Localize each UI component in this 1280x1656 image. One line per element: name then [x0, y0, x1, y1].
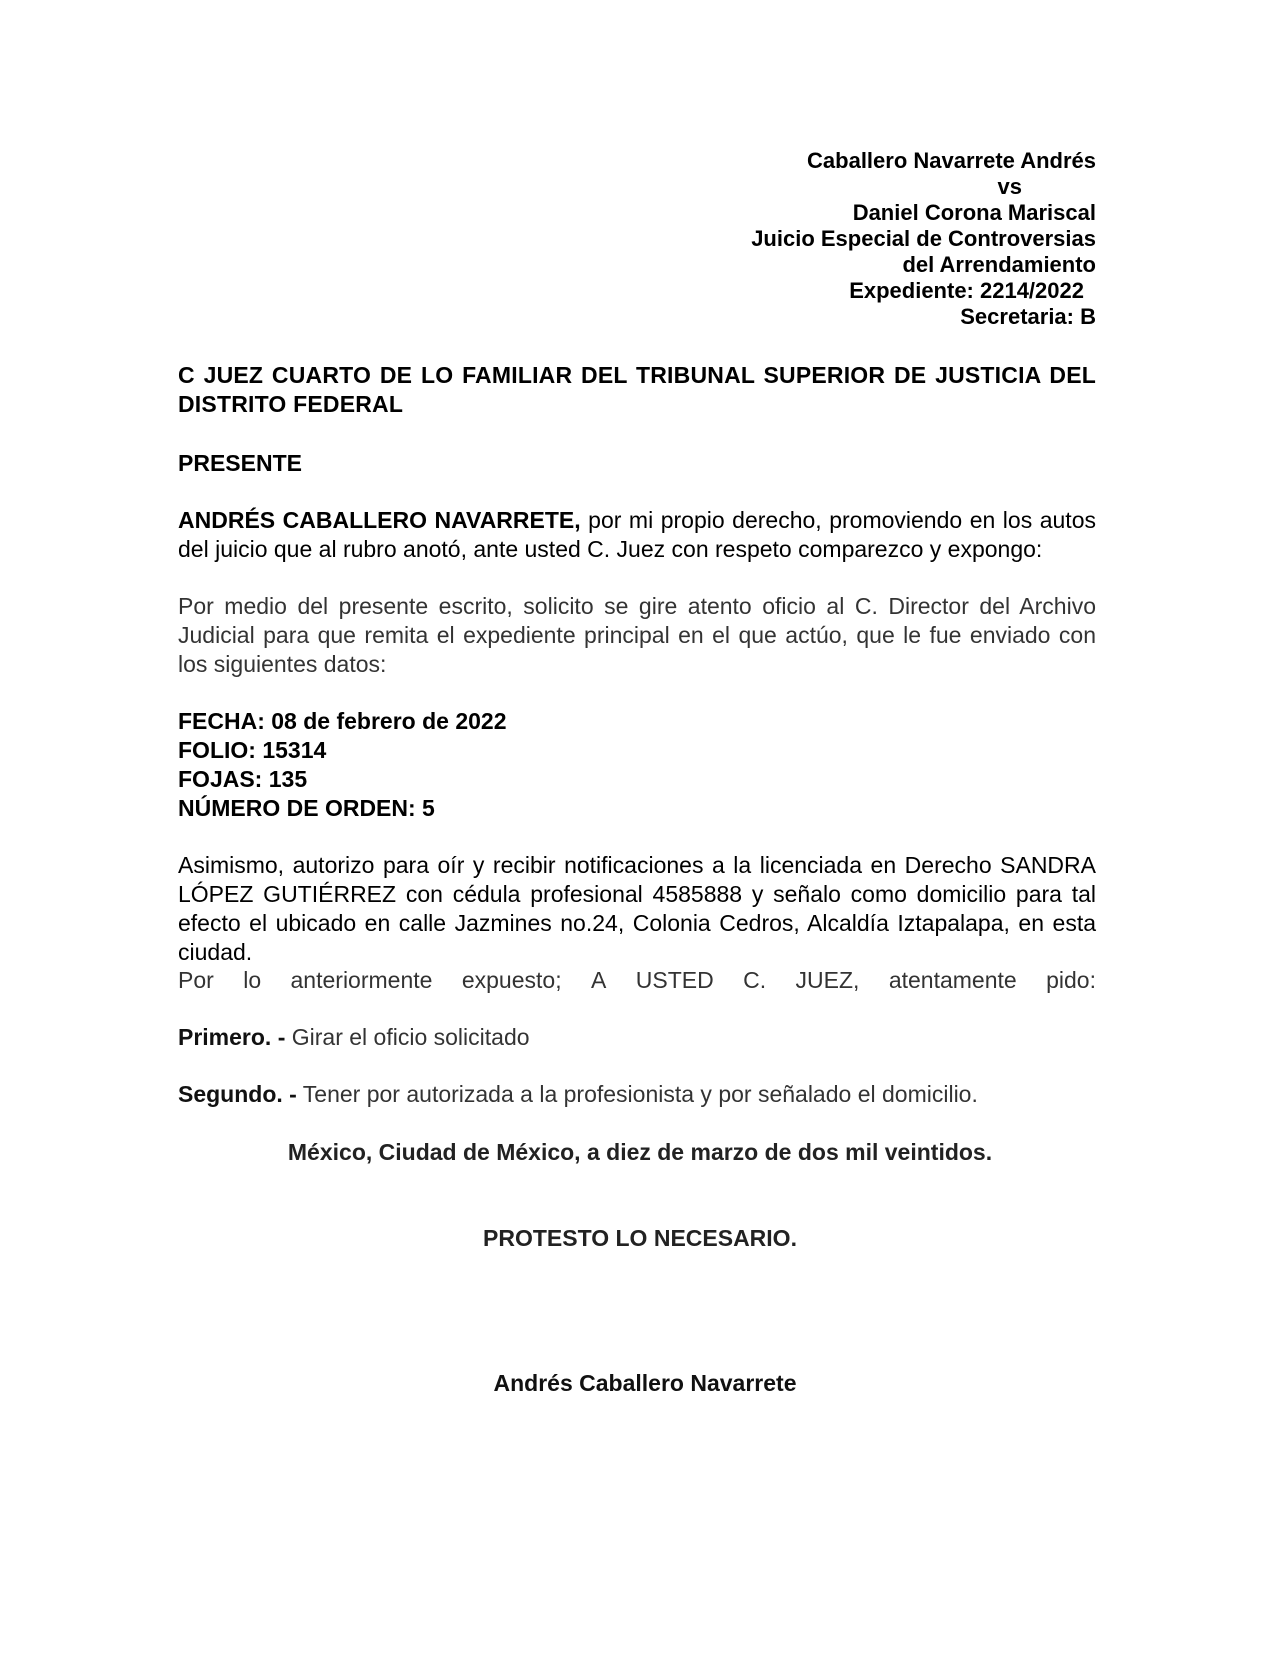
intro-name: ANDRÉS CABALLERO NAVARRETE, — [178, 507, 581, 533]
closing-word: Por — [178, 967, 214, 993]
request-text-1: Por medio del presente escrito, solicito se gire atento oficio al — [178, 593, 855, 619]
caption-plaintiff: Caballero Navarrete Andrés — [807, 148, 1096, 173]
file-order-number: NÚMERO DE ORDEN: 5 — [178, 795, 435, 821]
protesto-line: PROTESTO LO NECESARIO. — [483, 1225, 797, 1251]
petition-second-text: Tener por autorizada a la profesionista y por señalado el domicilio. — [296, 1081, 978, 1107]
caption-trial-type: Juicio Especial de Controversias — [751, 226, 1096, 251]
intro-text: por mi propio derecho, promoviendo en los autos del juicio que al rubro anotó, ante usted C. Juez con respeto comparezco y expongo: — [178, 507, 1096, 562]
closing-word: lo — [243, 967, 262, 993]
file-pages: FOJAS: 135 — [178, 766, 308, 792]
request-paragraph — [178, 592, 1096, 679]
petition-first-label: Primero. - — [178, 1024, 286, 1050]
petition-first-text: Girar el oficio solicitado — [285, 1024, 530, 1050]
signature-name: Andrés Caballero Navarrete — [493, 1370, 797, 1396]
closing-word: atentamente — [888, 967, 1017, 993]
caption-vs: vs — [997, 174, 1022, 199]
file-folio: FOLIO: 15314 — [178, 737, 327, 763]
closing-word: C. — [743, 967, 767, 993]
petition-second — [178, 1080, 1096, 1109]
caption-file-number: Expediente: 2214/2022 — [849, 278, 1084, 303]
presente-heading: PRESENTE — [178, 450, 302, 476]
authorization-paragraph: Asimismo, autorizo para oír y recibir notificaciones a la licenciada en Derecho SANDRA LÓPEZ GUTIÉRREZ con cédula profesional 4585888 y señalo como domicilio para tal efecto el ubicado en calle Jazmines no.24, Colonia Cedros, Alcaldía Iztapalapa, en esta ciudad. — [178, 852, 1096, 965]
place-date: México, Ciudad de México, a diez de marzo de dos mil veintidos. — [287, 1139, 993, 1165]
closing-word: pido: — [1046, 967, 1096, 993]
file-date: FECHA: 08 de febrero de 2022 — [178, 708, 507, 734]
caption-secretary: Secretaria: B — [960, 304, 1096, 329]
file-data-block — [178, 707, 1096, 823]
closing-word: expuesto; — [461, 967, 562, 993]
petition-first — [178, 1023, 1096, 1052]
addressee-heading: C JUEZ CUARTO DE LO FAMILIAR DEL TRIBUNAL SUPERIOR DE JUSTICIA DEL DISTRITO FEDERAL — [178, 362, 1096, 417]
intro-paragraph — [178, 506, 1096, 564]
petition-second-label: Segundo. - — [178, 1081, 297, 1107]
closing-word: A — [591, 967, 607, 993]
closing-word: anteriormente — [290, 967, 433, 993]
caption-defendant: Daniel Corona Mariscal — [852, 200, 1096, 225]
closing-word: USTED — [635, 967, 714, 993]
closing-word: JUEZ, — [795, 967, 860, 993]
case-caption — [730, 148, 1096, 330]
caption-trial-type-cont: del Arrendamiento — [902, 252, 1096, 277]
request-text-2: C. Director del Archivo Judicial para que remita el expediente principal en el que actúo, que le fue enviado con los siguientes datos: — [178, 593, 1096, 677]
closing-line — [178, 966, 1096, 995]
